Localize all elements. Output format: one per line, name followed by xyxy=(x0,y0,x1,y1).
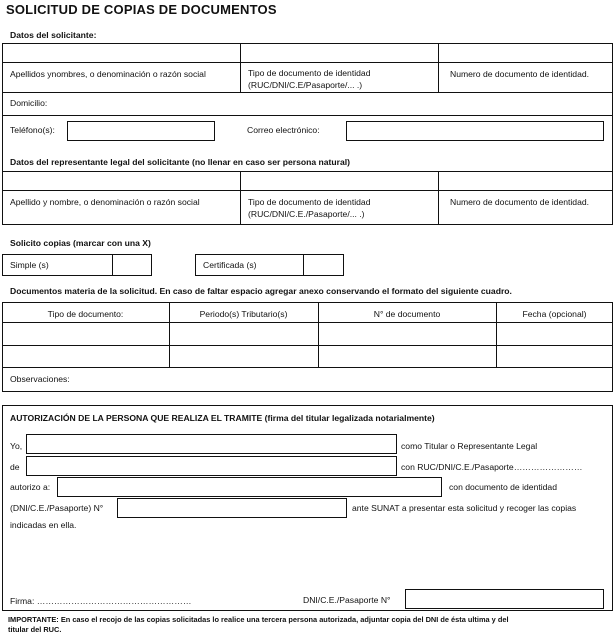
doc-label: (DNI/C.E./Pasaporte) N° xyxy=(10,503,104,513)
applicant-doctype-label: Tipo de documento de identidad xyxy=(248,68,371,78)
rep-doc-type-input[interactable] xyxy=(241,172,437,189)
autorizo-label: autorizo a: xyxy=(10,482,51,492)
email-field[interactable] xyxy=(346,121,604,141)
autorizo-suffix: con documento de identidad xyxy=(449,482,557,492)
address-label: Domicilio: xyxy=(10,98,48,108)
yo-label: Yo, xyxy=(10,441,23,451)
applicant-docnum-label: Numero de documento de identidad. xyxy=(450,69,590,79)
documents-heading: Documentos materia de la solicitud. En caso de faltar espacio agregar anexo conservando el formato del siguiente cuadro. xyxy=(10,286,512,296)
signature-label: Firma: ……………………………………………… xyxy=(10,596,192,606)
applicant-doc-type-input[interactable] xyxy=(241,44,437,61)
applicant-name-label: Apellidos ynombres, o denominación o razón social xyxy=(10,69,206,79)
doc-row-1-date[interactable] xyxy=(497,323,612,344)
de-suffix: con RUC/DNI/C.E./Pasaporte…………………… xyxy=(401,462,583,472)
doc-row-2-period[interactable] xyxy=(170,346,317,366)
email-label: Correo electrónico: xyxy=(247,125,320,135)
de-label: de xyxy=(10,462,20,472)
rep-name-input[interactable] xyxy=(3,172,239,189)
divider xyxy=(2,367,613,368)
applicant-name-input[interactable] xyxy=(3,44,239,61)
certified-label: Certificada (s) xyxy=(203,260,257,270)
doc-row-1-number[interactable] xyxy=(319,323,495,344)
divider xyxy=(2,92,613,93)
divider xyxy=(2,62,613,63)
rep-name-label: Apellido y nombre, o denominación o razón social xyxy=(10,197,200,207)
applicant-doctype-sublabel: (RUC/DNI/C.E/Pasaporte/... .) xyxy=(248,80,363,90)
applicant-doc-number-input[interactable] xyxy=(439,44,612,61)
representative-heading: Datos del representante legal del solicitante (no llenar en caso ser persona natural) xyxy=(10,157,351,167)
col-header-date: Fecha (opcional) xyxy=(522,309,587,319)
titular-name-field[interactable] xyxy=(26,434,397,454)
col-header-doc-number: N° de documento xyxy=(373,309,441,319)
rep-doctype-sublabel: (RUC/DNI/C.E./Pasaporte/... .) xyxy=(248,209,365,219)
col-header-period: Periodo(s) Tributario(s) xyxy=(199,309,288,319)
doc-row-1-type[interactable] xyxy=(3,323,168,344)
authorized-person-field[interactable] xyxy=(57,477,442,497)
divider xyxy=(2,190,613,191)
rep-doctype-label: Tipo de documento de identidad xyxy=(248,197,371,207)
doc-row-2-date[interactable] xyxy=(497,346,612,366)
authorized-doc-number-field[interactable] xyxy=(117,498,347,518)
applicant-heading: Datos del solicitante: xyxy=(10,30,97,40)
phone-field[interactable] xyxy=(67,121,215,141)
doc-row-2-number[interactable] xyxy=(319,346,495,366)
doc-suffix-line2: indicadas en ella. xyxy=(10,520,77,530)
observations-label: Observaciones: xyxy=(10,374,70,384)
company-field[interactable] xyxy=(26,456,397,476)
simple-checkbox[interactable] xyxy=(113,255,151,275)
rep-doc-number-input[interactable] xyxy=(439,172,612,189)
divider xyxy=(2,115,613,116)
important-note-line1: IMPORTANTE: En caso el recojo de las copias solicitadas lo realice una tercera persona autorizada, adjuntar copia del DNI de ésta ultima y del xyxy=(8,615,509,624)
yo-suffix: como Titular o Representante Legal xyxy=(401,441,538,451)
dni-label: DNI/C.E./Pasaporte N° xyxy=(303,595,391,605)
col-header-doc-type: Tipo de documento: xyxy=(47,309,124,319)
signer-dni-field[interactable] xyxy=(405,589,604,609)
simple-label: Simple (s) xyxy=(10,260,49,270)
important-note-line2: titular del RUC. xyxy=(8,625,62,634)
authorization-heading: AUTORIZACIÓN DE LA PERSONA QUE REALIZA EL TRAMITE (firma del titular legalizada notarialmente) xyxy=(10,413,435,423)
certified-checkbox[interactable] xyxy=(304,255,343,275)
phone-label: Teléfono(s): xyxy=(10,125,55,135)
copies-heading: Solicito copias (marcar con una X) xyxy=(10,238,151,248)
doc-row-1-period[interactable] xyxy=(170,323,317,344)
rep-docnum-label: Numero de documento de identidad. xyxy=(450,197,590,207)
page-title: SOLICITUD DE COPIAS DE DOCUMENTOS xyxy=(6,2,277,17)
doc-row-2-type[interactable] xyxy=(3,346,168,366)
doc-suffix: ante SUNAT a presentar esta solicitud y recoger las copias xyxy=(352,503,577,513)
